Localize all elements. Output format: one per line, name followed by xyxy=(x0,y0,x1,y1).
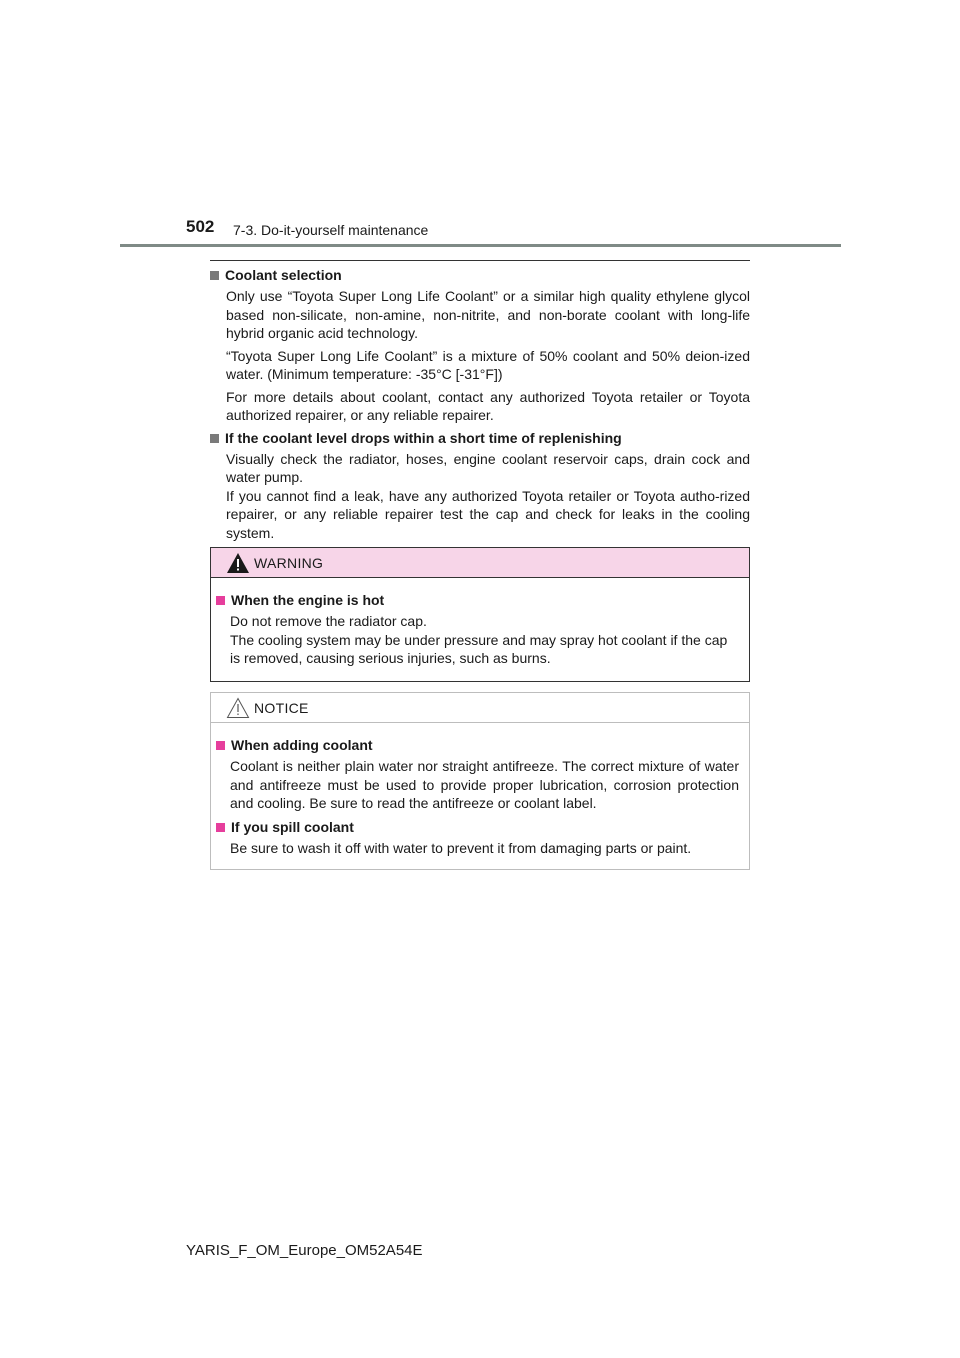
content-top-rule xyxy=(210,260,750,261)
warning-triangle-icon xyxy=(226,552,250,574)
warning-body xyxy=(211,578,749,668)
header-rule xyxy=(120,244,841,247)
notice-body xyxy=(211,723,749,857)
square-bullet-icon xyxy=(216,596,225,605)
square-bullet-icon xyxy=(210,434,219,443)
paragraph: If you cannot find a leak, have any authorized Toyota retailer or Toyota autho-rized repairer, or any reliable repairer test the cap and check for leaks in the cooling system. xyxy=(226,487,750,541)
paragraph: “Toyota Super Long Life Coolant” is a mixture of 50% coolant and 50% deion-ized water. (Minimum temperature: -35°C [-31°F]) xyxy=(226,347,750,382)
section-coolant-selection xyxy=(210,266,750,425)
main-content xyxy=(210,266,750,542)
notice-box xyxy=(210,692,750,870)
section-heading-text: Coolant selection xyxy=(225,267,342,283)
notice-triangle-icon xyxy=(226,697,250,719)
section-heading xyxy=(210,429,750,448)
section-heading-text: If the coolant level drops within a short time of replenishing xyxy=(225,429,622,446)
warning-box xyxy=(210,547,750,682)
paragraph: Only use “Toyota Super Long Life Coolant” or a similar high quality ethylene glycol based non-silicate, non-amine, non-nitrite, and non-borate coolant with long-life hybrid organic acid technology. xyxy=(226,288,750,341)
notice-label: NOTICE xyxy=(254,700,309,716)
square-bullet-icon xyxy=(216,741,225,750)
section-heading xyxy=(210,266,750,285)
paragraph: Visually check the radiator, hoses, engine coolant reservoir caps, drain cock and water pump. xyxy=(226,450,750,485)
square-bullet-icon xyxy=(216,823,225,832)
warning-line: The cooling system may be under pressure and may spray hot coolant if the cap is removed, causing serious injuries, such as burns. xyxy=(230,631,728,666)
warning-line: Do not remove the radiator cap. xyxy=(230,613,427,629)
notice-header xyxy=(211,693,749,723)
notice-item-heading xyxy=(216,736,739,755)
notice-item-heading xyxy=(216,818,739,837)
warning-heading-text: When the engine is hot xyxy=(231,592,385,608)
notice-item-text: Coolant is neither plain water nor straight antifreeze. The correct mixture of water and antifreeze must be used to provide proper lubrication, corrosion protection and cooling. Be sure to read the antifreeze or coolant label. xyxy=(230,758,739,811)
warning-heading xyxy=(216,591,739,610)
paragraph: For more details about coolant, contact any authorized Toyota retailer or Toyota authorized repairer, or any reliable repairer. xyxy=(226,388,750,423)
page-number: 502 xyxy=(186,217,215,236)
notice-item-heading-text: When adding coolant xyxy=(231,737,373,753)
warning-label: WARNING xyxy=(254,555,324,571)
notice-item-text: Be sure to wash it off with water to prevent it from damaging parts or paint. xyxy=(230,839,692,856)
square-bullet-icon xyxy=(210,271,219,280)
warning-header xyxy=(211,548,749,578)
section-coolant-level-drops xyxy=(210,429,750,543)
section-title: 7-3. Do-it-yourself maintenance xyxy=(233,222,429,238)
footer-document-code: YARIS_F_OM_Europe_OM52A54E xyxy=(186,1242,423,1259)
notice-item-heading-text: If you spill coolant xyxy=(231,818,354,835)
